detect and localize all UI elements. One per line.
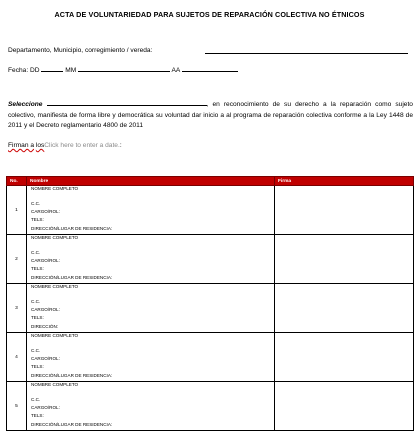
header-firma: Firma <box>275 177 414 186</box>
date-mm-label: MM <box>65 67 77 74</box>
date-row <box>8 65 238 74</box>
date-mm-field[interactable] <box>78 65 170 72</box>
row-number: 5 <box>7 382 27 431</box>
date-aa-field[interactable] <box>182 65 238 72</box>
direccion-line: DIRECCIÓN: <box>31 324 59 329</box>
tels-line: TELS: <box>31 217 44 222</box>
direccion-line: DIRECCIÓN/LUGAR DE RESIDENCIA: <box>31 373 113 378</box>
tels-line: TELS: <box>31 266 44 271</box>
cc-line: C.C. <box>31 397 41 402</box>
tels-line: TELS: <box>31 364 44 369</box>
cc-line: C.C. <box>31 348 41 353</box>
firma-cell[interactable] <box>275 235 414 284</box>
table-row <box>7 382 414 431</box>
location-label: Departamento, Municipio, corregimiento / vereda: <box>8 47 153 54</box>
table-row <box>7 284 414 333</box>
cc-line: C.C. <box>31 299 41 304</box>
cargo-line: CARGO/ROL: <box>31 307 60 312</box>
nombre-cell[interactable] <box>27 382 275 431</box>
firman-a-text: Firman a <box>8 142 35 149</box>
nombre-line: NOMBRE COMPLETO <box>31 186 79 191</box>
signatures-table <box>6 176 414 431</box>
nombre-cell[interactable] <box>27 186 275 235</box>
location-row <box>8 47 152 54</box>
nombre-line: NOMBRE COMPLETO <box>31 382 79 387</box>
cargo-line: CARGO/ROL: <box>31 258 60 263</box>
table-header-row <box>7 177 414 186</box>
location-field[interactable] <box>205 47 408 54</box>
date-label: Fecha: DD <box>8 67 40 74</box>
nombre-line: NOMBRE COMPLETO <box>31 333 79 338</box>
nombre-cell[interactable] <box>27 333 275 382</box>
cc-line: C.C. <box>31 250 41 255</box>
row-number: 4 <box>7 333 27 382</box>
row-number: 2 <box>7 235 27 284</box>
seleccione-field[interactable] <box>47 99 207 106</box>
header-nombre: Nombre <box>27 177 275 186</box>
firma-cell[interactable] <box>275 186 414 235</box>
table-row <box>7 186 414 235</box>
nombre-cell[interactable] <box>27 235 275 284</box>
nombre-line: NOMBRE COMPLETO <box>31 284 79 289</box>
row-number: 1 <box>7 186 27 235</box>
firman-line <box>8 142 122 149</box>
row-number: 3 <box>7 284 27 333</box>
date-picker-placeholder[interactable]: Click here to enter a date. <box>44 142 120 149</box>
table-row <box>7 333 414 382</box>
cargo-line: CARGO/ROL: <box>31 405 60 410</box>
firman-colon: : <box>119 142 122 149</box>
nombre-line: NOMBRE COMPLETO <box>31 235 79 240</box>
direccion-line: DIRECCIÓN/LUGAR DE RESIDENCIA: <box>31 422 113 427</box>
firman-los-text: los <box>35 142 45 149</box>
document-title: ACTA DE VOLUNTARIEDAD PARA SUJETOS DE REPARACIÓN COLECTIVA NO ÉTNICOS <box>54 10 365 19</box>
cc-line: C.C. <box>31 201 41 206</box>
nombre-cell[interactable] <box>27 284 275 333</box>
firma-cell[interactable] <box>275 284 414 333</box>
firma-cell[interactable] <box>275 382 414 431</box>
cargo-line: CARGO/ROL: <box>31 356 60 361</box>
paragraph-text: , en reconocimiento de su derecho a la reparación como sujeto colectivo, manifiesta de forma libre y democrática su voluntad dar inicio a al programa de reparación colectiva conforme a la Ley 1448 de 2011 y el Decreto reglamentario 4800 de 2011 <box>8 101 413 129</box>
table-row <box>7 235 414 284</box>
direccion-line: DIRECCIÓN/LUGAR DE RESIDENCIA: <box>31 275 113 280</box>
seleccione-label: Seleccione <box>8 101 43 108</box>
date-aa-label: AA <box>171 67 180 74</box>
voluntariedad-paragraph <box>8 99 413 132</box>
header-no: No. <box>7 177 27 186</box>
tels-line: TELS: <box>31 315 44 320</box>
direccion-line: DIRECCIÓN/LUGAR DE RESIDENCIA: <box>31 226 113 231</box>
firma-cell[interactable] <box>275 333 414 382</box>
date-dd-field[interactable] <box>41 65 63 72</box>
cargo-line: CARGO/ROL: <box>31 209 60 214</box>
tels-line: TELS: <box>31 413 44 418</box>
